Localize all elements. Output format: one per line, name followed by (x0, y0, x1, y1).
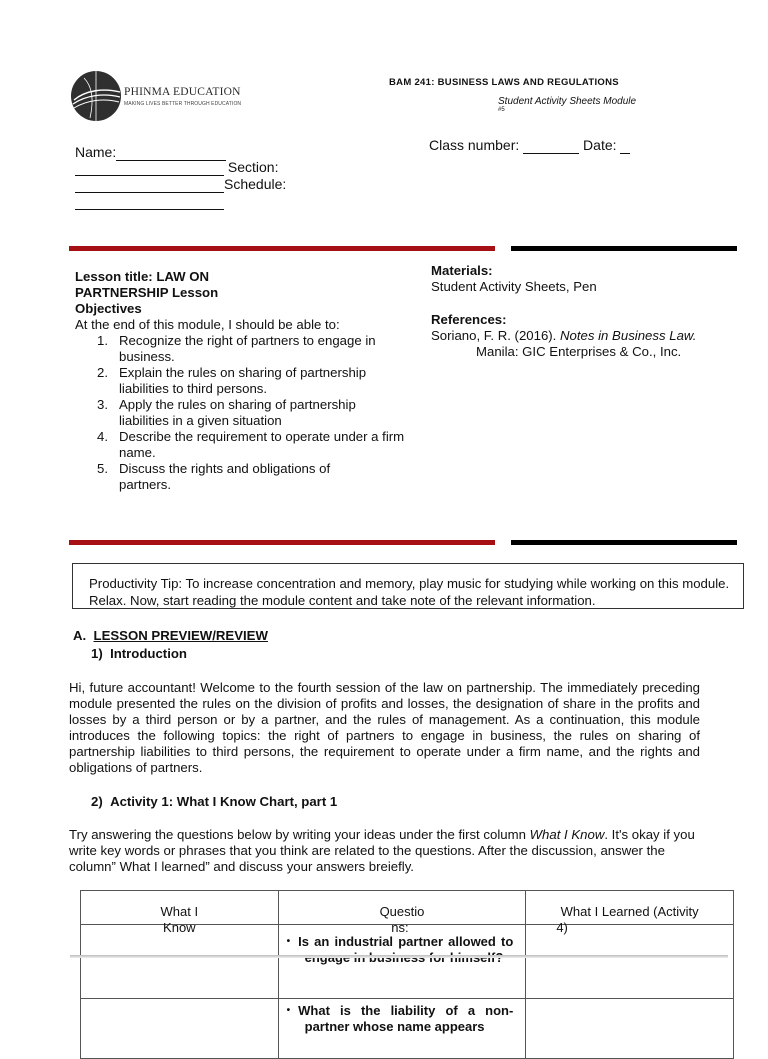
list-item: 2. Explain the rules on sharing of partnership liabilities to third persons. (97, 365, 367, 396)
phinma-logo-icon (70, 70, 122, 122)
course-title: BAM 241: BUSINESS LAWS AND REGULATIONS (389, 77, 619, 88)
activity-instructions: Try answering the questions below by writing your ideas under the first column What I Know. It's okay if you write key words or phrases that you think are related to the questions. After the discussion, answer the column” What I learned” and discuss your answers breiefly. (69, 827, 695, 874)
productivity-tip-text: Productivity Tip: To increase concentration and memory, play music for studying while working on this module. Relax. Now, start reading the module content and take note of the relevant information. (89, 576, 730, 608)
intro-heading: 1) Introduction (91, 646, 187, 661)
schedule-label: Schedule: (224, 176, 287, 192)
list-item: 5. Discuss the rights and obligations of partners. (97, 461, 331, 492)
section-field[interactable] (75, 159, 224, 176)
lesson-title-line1: Lesson title: LAW ON (75, 269, 210, 284)
section-a-heading (73, 628, 268, 644)
reference-line (431, 328, 741, 344)
kwl-table-wrap (80, 890, 734, 1059)
schedule-row (75, 176, 286, 193)
name-label: Name: (75, 144, 117, 160)
divider-black-top (511, 246, 737, 251)
logo-name: PHINMA EDUCATION (124, 86, 241, 98)
objectives-list (75, 333, 405, 493)
section-row (75, 159, 278, 176)
extra-field[interactable] (75, 193, 224, 210)
divider-red-top (69, 246, 495, 251)
section-title: LESSON PREVIEW/REVIEW (93, 628, 268, 643)
question-1: • Is an industrial partner allowed to (286, 934, 514, 949)
materials-references (431, 263, 741, 360)
header-know: What I (81, 891, 279, 925)
schedule-field[interactable] (75, 176, 224, 193)
table-row (81, 925, 734, 999)
date-label: Date: (583, 137, 617, 153)
reference-publisher: Manila: GIC Enterprises & Co., Inc. (476, 344, 682, 359)
page-fold-line (70, 955, 728, 958)
divider-red-bottom (69, 540, 495, 545)
divider-black-bottom (511, 540, 737, 545)
objectives-intro: At the end of this module, I should be able to: (75, 317, 340, 332)
date-field[interactable] (620, 137, 630, 154)
materials-text: Student Activity Sheets, Pen (431, 279, 597, 294)
activity-heading: 2) Activity 1: What I Know Chart, part 1 (91, 794, 338, 809)
list-item: 1. Recognize the right of partners to engage in business. (97, 333, 376, 364)
question-cell-2 (278, 999, 526, 1059)
section-letter: A. (73, 628, 87, 643)
know-cell-1[interactable]: Know (81, 925, 279, 999)
kwl-table (80, 890, 734, 1059)
class-date-row (429, 137, 630, 154)
module-name: Student Activity Sheets Module (498, 96, 637, 107)
class-number-field[interactable] (523, 137, 579, 154)
know-cell-2[interactable] (81, 999, 279, 1059)
extra-line-row (75, 193, 224, 210)
class-number-label: Class number: (429, 137, 520, 153)
phinma-logo (70, 70, 240, 122)
materials-heading: Materials: (431, 263, 493, 278)
question-2: • What is the liability of a non-partner whose name appears (286, 1003, 514, 1034)
header-questions: Questio (278, 891, 526, 925)
section-label: Section: (227, 159, 279, 175)
header-learned: What I Learned (Activity (526, 891, 734, 925)
lesson-info (75, 269, 405, 493)
question-cell-1: ns: • Is an industrial partner allowed to (278, 925, 526, 999)
learned-cell-1[interactable]: 4) (526, 925, 734, 999)
references-heading: References: (431, 312, 507, 327)
learned-cell-2[interactable] (526, 999, 734, 1059)
list-item: 4. Describe the requirement to operate under a firm name. (97, 429, 405, 460)
reference-author: Soriano, F. R. (2016). (431, 328, 557, 343)
reference-title: Notes in Business Law. (560, 328, 697, 343)
list-item: 3. Apply the rules on sharing of partnership liabilities in a given situation (97, 397, 356, 428)
intro-paragraph: Hi, future accountant! Welcome to the fourth session of the law on partnership. The immediately preceding module presented the rules on the division of profits and losses, the designation of share in the profits and losses by a third person or by a partner, and the rules of management. As a continuation, this module introduces the following topics: the right of partners to engage in business, the rules on sharing of partnership liabilities to third persons, the requirement to operate under a firm name, and the rights and obligations of partners. (69, 680, 700, 775)
module-number: #5 (498, 107, 505, 113)
logo-tagline: MAKING LIVES BETTER THROUGH EDUCATION (124, 101, 242, 107)
productivity-tip-box (72, 563, 744, 609)
lesson-title-line2: PARTNERSHIP Lesson (75, 285, 219, 300)
objectives-heading: Objectives (75, 301, 142, 316)
table-row (81, 999, 734, 1059)
